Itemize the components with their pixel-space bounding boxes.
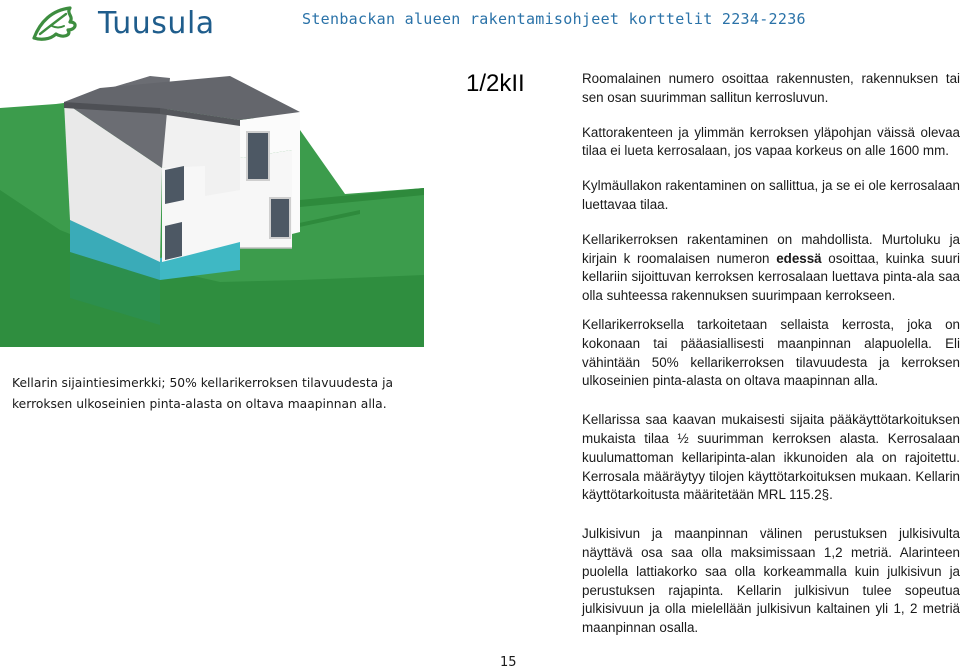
paragraph-storey-number: Roomalainen numero osoittaa rakennusten, rakennuksen tai sen osan suurimman sallitun kerrosluvun. [582,71,960,105]
oak-leaf-icon [30,4,100,44]
paragraph-cold-attic: Kylmäullakon rakentaminen on sallittua, ja se ei ole kerrosalaan luettavaa tilaa. [582,178,960,212]
regulation-text [582,70,960,654]
document-title: Stenbackan alueen rakentamisohjeet korttelit 2234-2236 [302,10,806,28]
paragraph-basement-use: Kellarissa saa kaavan mukaisesti sijaita pääkäyttötarkoituksen mukaista tilaa ½ suurimman kerroksen alasta. Kerrosalaan kuulumattoman kellaripinta-alan ikkunoiden ala on rajoitettu. Kerrosala määräytyy tilojen käyttötarkoituksen mukaan. Kellarin käyttötarkoitusta määritetään MRL 115.2§. [582,412,960,503]
page-number: 15 [500,655,517,670]
paragraph-attic-space: Kattorakenteen ja ylimmän kerroksen yläpohjan väissä olevaa tilaa ei lueta kerrosalaan, jos vapaa korkeus on alle 1600 mm. [582,124,960,159]
window [270,198,290,238]
window [247,132,269,180]
emphasis-edessa: edessä [776,250,822,266]
paragraph-facade-foundation: Julkisivun ja maanpinnan välinen perustuksen julkisivulta näyttävä osa saa olla maksimissaan 1,2 metriä. Alarinteen puolella lattiakorko saa olla korkeammalla kuin julkisivun ja perustuksen rajapinta. Kellarin julkisivun tulee sopeutua julkisivuun ja olla mielellään julkisivun kaltainen yli 1, 2 metriä maanpinnan osalla. [582,526,960,636]
logo-text: Tuusula [98,6,215,41]
paragraph-basement-definition: Kellarikerroksella tarkoitetaan sellaista kerrosta, joka on kokonaan tai pääasiallisesti maanpinnan alapuolella. Eli vähintään 50% kellarikerroksen tilavuudesta ja kerroksen ulkoseinien pinta-alasta on oltava maapinnan alla. [582,316,960,389]
basement-location-figure [0,70,424,347]
tuusula-logo [30,4,230,44]
window [165,222,182,260]
figure-caption: Kellarin sijaintiesimerkki; 50% kellarikerroksen tilavuudesta ja kerroksen ulkoseinien pinta-alasta on oltava maapinnan alla. [12,376,394,411]
zoning-marker: 1/2kII [466,70,525,97]
paragraph-basement-fraction: Kellarikerroksen rakentaminen on mahdollista. Murtoluku ja kirjain k roomalaisen numeron edessä osoittaa, kuinka suuri kellariin sijoittuvan kerroksen kerrosalaan luettava pinta-ala saa olla suhteessa rakennuksen suurimpaan kerrokseen. [582,231,960,304]
window [165,166,184,204]
